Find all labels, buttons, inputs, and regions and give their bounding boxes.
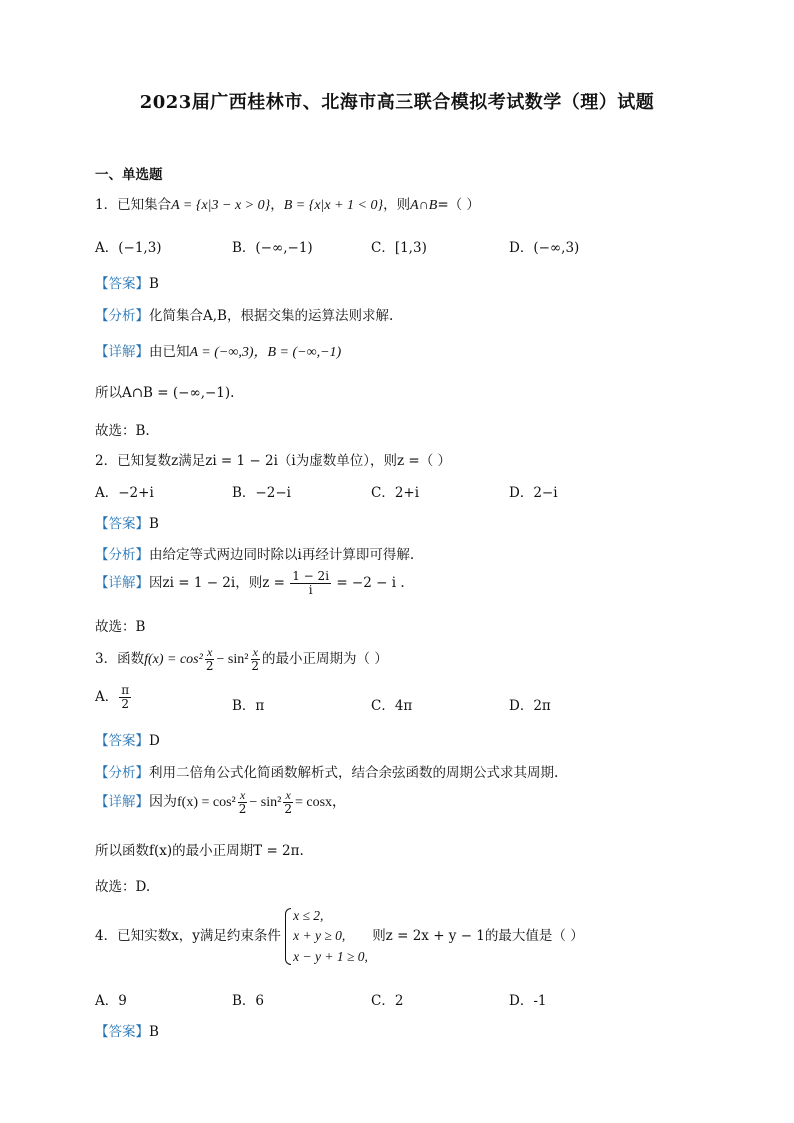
q2-option-c: C．2+i bbox=[371, 485, 420, 501]
q3-detail-minus: − sin² bbox=[249, 795, 282, 811]
q3-minus: − sin² bbox=[216, 652, 249, 668]
detail-tag: 【详解】 bbox=[95, 794, 149, 811]
answer-tag: 【答案】 bbox=[95, 733, 149, 749]
q3-detail-result: = cosx， bbox=[294, 795, 347, 811]
q1-option-a: A．(−1,3) bbox=[95, 240, 162, 256]
q3-stem bbox=[95, 646, 388, 673]
q3-detail-frac-1 bbox=[237, 789, 249, 816]
q3-frac-den: 2 bbox=[238, 802, 247, 817]
q3-option-a bbox=[95, 684, 132, 711]
analysis-tag: 【分析】 bbox=[95, 308, 149, 324]
q1-option-d: D．(−∞,3) bbox=[509, 240, 580, 256]
q1-option-b: B．(−∞,−1) bbox=[232, 240, 313, 256]
q3-frac-den: 2 bbox=[251, 659, 260, 674]
q3-frac-2 bbox=[249, 646, 261, 673]
q3-stem-text-b: 的最小正周期为（ ） bbox=[262, 651, 388, 668]
q4-constraint: x + y ≥ 0, bbox=[293, 928, 346, 944]
q3-option-d: D．2π bbox=[509, 698, 551, 714]
detail-tag: 【详解】 bbox=[95, 575, 149, 592]
q2-detail bbox=[95, 570, 405, 597]
q2-option-a: A．−2+i bbox=[95, 485, 154, 501]
q3-frac-num: x bbox=[252, 645, 258, 659]
q4-answer bbox=[95, 1020, 159, 1040]
q3-frac-den: 2 bbox=[284, 802, 292, 817]
q1-stem-text: 1．已知集合 bbox=[95, 197, 172, 213]
q3-frac-num: x bbox=[239, 788, 246, 802]
q1-detail-expr: A = (−∞,3)，B = (−∞,−1) bbox=[189, 345, 342, 360]
q4-option-a: A．9 bbox=[95, 993, 127, 1009]
q3-frac-num: x bbox=[285, 788, 291, 802]
q3-detail-text: 因为f(x) = cos² bbox=[149, 795, 236, 811]
q2-stem: 2．已知复数z满足zi = 1 − 2i（i为虚数单位），则z =（ ） bbox=[95, 453, 451, 469]
q2-option-d: D．2−i bbox=[509, 485, 558, 501]
q3-frac-1 bbox=[204, 646, 216, 673]
q4-option-d: D．-1 bbox=[509, 993, 547, 1009]
q3-option-a-frac bbox=[119, 684, 131, 711]
q1-set-b: B = {x|x + 1 < 0} bbox=[283, 198, 384, 213]
q1-answer bbox=[95, 272, 159, 292]
answer-tag: 【答案】 bbox=[95, 516, 149, 532]
q1-stem bbox=[95, 193, 480, 214]
q2-fraction bbox=[290, 570, 331, 597]
q1-stem-text-c: =（ ） bbox=[437, 197, 480, 213]
q4-stem-text: 4．已知实数x，y满足约束条件 bbox=[95, 927, 281, 944]
q2-conclusion: 故选：B bbox=[95, 619, 146, 635]
q4-constraint: x − y + 1 ≥ 0, bbox=[293, 948, 368, 964]
q3-detail-line2: 所以函数f(x)的最小正周期T = 2π. bbox=[95, 843, 304, 859]
q2-analysis bbox=[95, 543, 414, 563]
q3-fx: f(x) = cos² bbox=[144, 652, 203, 668]
q3-option-b: B．π bbox=[232, 698, 265, 714]
q3-option-c: C．4π bbox=[371, 698, 413, 714]
q4-stem-text-b: 则z = 2x + y − 1的最大值是（ ） bbox=[372, 927, 584, 944]
q1-expr: A∩B bbox=[410, 198, 438, 213]
detail-tag: 【详解】 bbox=[95, 344, 149, 360]
q2-option-b: B．−2−i bbox=[232, 485, 291, 501]
q3-detail-frac-2 bbox=[282, 789, 294, 816]
q3-answer-value: D bbox=[149, 733, 160, 749]
q1-analysis-text: 化简集合A,B，根据交集的运算法则求解. bbox=[149, 308, 394, 324]
q2-detail-text: 因zi = 1 − 2i，则z = bbox=[149, 575, 285, 592]
q1-analysis bbox=[95, 304, 393, 324]
q1-detail-text: 由已知 bbox=[149, 344, 190, 360]
q1-answer-value: B bbox=[149, 276, 159, 292]
q3-option-a-num: π bbox=[121, 683, 130, 697]
q4-answer-value: B bbox=[149, 1024, 159, 1040]
q2-frac-den: i bbox=[308, 583, 313, 598]
page-title: 2023届广西桂林市、北海市高三联合模拟考试数学（理）试题 bbox=[139, 92, 655, 113]
q1-detail bbox=[95, 340, 341, 361]
q4-option-b: B．6 bbox=[232, 993, 265, 1009]
q1-set-a: A = {x|3 − x > 0} bbox=[171, 198, 271, 213]
q1-detail-line2: 所以A∩B = (−∞,−1). bbox=[95, 385, 235, 401]
analysis-tag: 【分析】 bbox=[95, 765, 149, 781]
q2-frac-num: 1 − 2i bbox=[292, 569, 330, 583]
q3-option-a-den: 2 bbox=[121, 697, 130, 712]
answer-tag: 【答案】 bbox=[95, 276, 149, 292]
q3-analysis-text: 利用二倍角公式化简函数解析式，结合余弦函数的周期公式求其周期. bbox=[149, 765, 559, 781]
q3-conclusion: 故选：D. bbox=[95, 879, 151, 895]
q3-option-a-label: A． bbox=[95, 689, 119, 706]
q1-comma: ， bbox=[270, 197, 284, 213]
q3-stem-text: 3．函数 bbox=[95, 651, 145, 668]
analysis-tag: 【分析】 bbox=[95, 547, 149, 563]
q1-option-c: C．[1,3) bbox=[371, 240, 427, 256]
q3-analysis bbox=[95, 761, 558, 781]
q1-conclusion: 故选：B. bbox=[95, 423, 150, 439]
q2-answer bbox=[95, 512, 159, 532]
q1-stem-text-b: ，则 bbox=[383, 197, 411, 213]
q3-frac-den: 2 bbox=[205, 659, 214, 674]
q4-constraint-system bbox=[285, 906, 368, 967]
q4-option-c: C．2 bbox=[371, 993, 404, 1009]
section-heading: 一、单选题 bbox=[95, 167, 163, 183]
q3-frac-num: x bbox=[206, 645, 213, 659]
q2-analysis-text: 由给定等式两边同时除以i再经计算即可得解. bbox=[149, 547, 415, 563]
q2-detail-result: = −2 − i . bbox=[336, 575, 405, 592]
q4-constraint: x ≤ 2, bbox=[293, 908, 324, 923]
q2-answer-value: B bbox=[149, 516, 159, 532]
q3-answer bbox=[95, 729, 160, 749]
answer-tag: 【答案】 bbox=[95, 1024, 149, 1040]
q4-stem bbox=[95, 906, 584, 967]
q3-detail bbox=[95, 789, 346, 816]
